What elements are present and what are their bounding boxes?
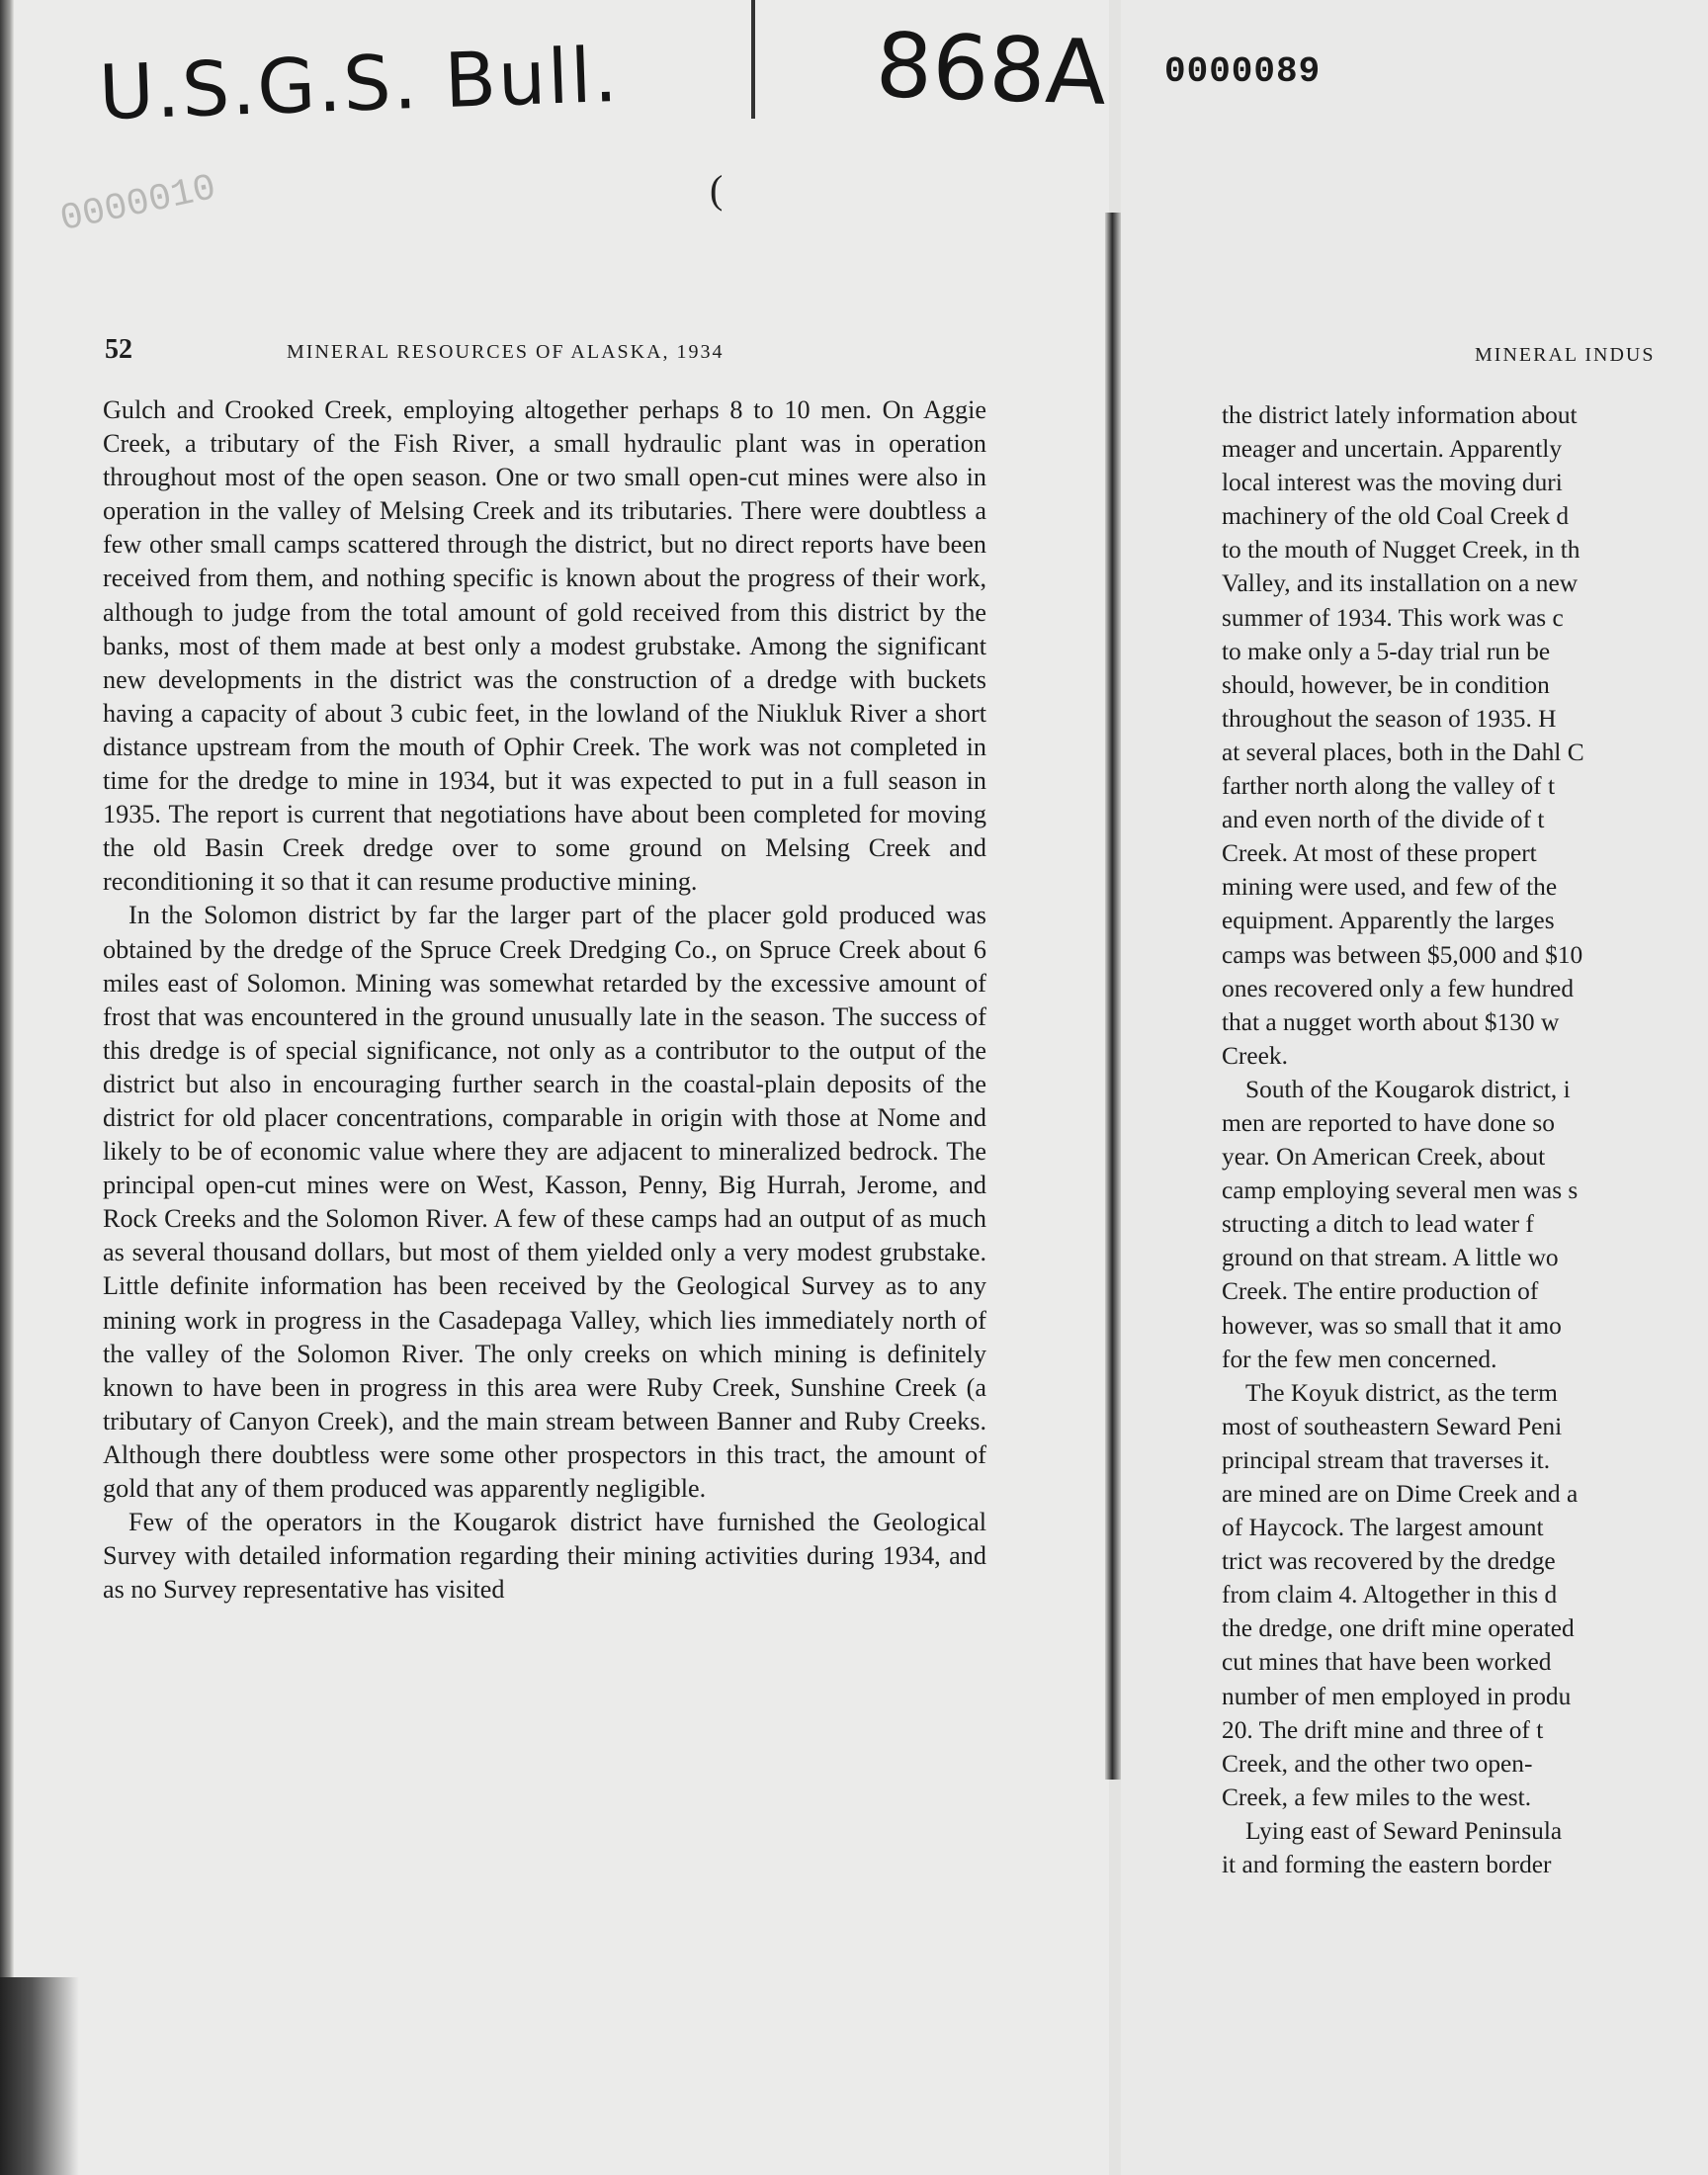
page-number: 52 bbox=[105, 334, 132, 365]
right-line: ground on that stream. A little wo bbox=[1222, 1244, 1559, 1272]
scan-corner-shadow bbox=[0, 1977, 79, 2175]
right-line: that a nugget worth about $130 w bbox=[1222, 1007, 1560, 1036]
right-line: however, was so small that it amo bbox=[1222, 1311, 1562, 1340]
right-line: The Koyuk district, as the term bbox=[1245, 1378, 1558, 1407]
right-line: structing a ditch to lead water f bbox=[1222, 1210, 1534, 1239]
paragraph: Few of the operators in the Kougarok district have furnished the Geological Survey with detailed information regarding their mining activities during 1934, and as no Survey representative has visited bbox=[103, 1508, 986, 1605]
right-line: equipment. Apparently the larges bbox=[1222, 907, 1555, 935]
right-line: are mined are on Dime Creek and a bbox=[1222, 1480, 1579, 1508]
right-line: to the mouth of Nugget Creek, in th bbox=[1222, 536, 1580, 565]
paragraph: Gulch and Crooked Creek, employing altogether perhaps 8 to 10 men. On Aggie Creek, a tributary of the Fish River, a small hydraulic plant was in operation throughout most of the open season. One or two small open-cut mines were also in operation in the valley of Melsing Creek and its tributaries. There were doubtless a few other small camps scattered through the district, but no direct reports have been received from them, and nothing specific is known about the progress of their work, although to judge from the total amount of gold received from this district by the banks, most of them made at best only a modest grubstake. Among the significant new developments in the district was the construction of a dredge with buckets having a capacity of about 3 cubic feet, in the lowland of the Niukluk River a short distance upstream from the mouth of Ophir Creek. The work was not completed in time for the dredge to mine in 1934, but it was expected to put in a full season in 1935. The report is current that negotiations have about been completed for moving the old Basin Creek dredge over to some ground on Melsing Creek and reconditioning it so that it can resume productive mining. bbox=[103, 395, 986, 897]
right-line: ones recovered only a few hundred bbox=[1222, 974, 1575, 1002]
right-line: Creek. At most of these propert bbox=[1222, 839, 1537, 868]
faint-stamp: 0000010 bbox=[56, 166, 220, 242]
right-line: summer of 1934. This work was c bbox=[1222, 603, 1564, 632]
handwritten-title: U.S.G.S. Bull. bbox=[97, 30, 621, 137]
right-line: machinery of the old Coal Creek d bbox=[1222, 502, 1570, 531]
right-line: cut mines that have been worked bbox=[1222, 1648, 1552, 1677]
right-running-head: MINERAL INDUS bbox=[1475, 344, 1656, 366]
stray-mark: ( bbox=[710, 167, 724, 212]
right-line: of Haycock. The largest amount bbox=[1222, 1514, 1544, 1542]
right-line: the district lately information about bbox=[1222, 401, 1578, 429]
right-line: mining were used, and few of the bbox=[1222, 873, 1558, 902]
right-line: Creek, and the other two open- bbox=[1222, 1749, 1533, 1778]
right-line: Lying east of Seward Peninsula bbox=[1245, 1816, 1563, 1845]
right-line: camps was between $5,000 and $10 bbox=[1222, 940, 1583, 969]
right-line: year. On American Creek, about bbox=[1222, 1143, 1546, 1172]
running-head: MINERAL RESOURCES OF ALASKA, 1934 bbox=[287, 341, 725, 363]
right-line: throughout the season of 1935. H bbox=[1222, 704, 1557, 733]
right-line: should, however, be in condition bbox=[1222, 670, 1550, 699]
right-line: the dredge, one drift mine operated bbox=[1222, 1614, 1575, 1643]
right-line: Creek. The entire production of bbox=[1222, 1277, 1539, 1306]
right-line: principal stream that traverses it. bbox=[1222, 1445, 1551, 1474]
right-line: Creek. bbox=[1222, 1041, 1288, 1070]
right-line: local interest was the moving duri bbox=[1222, 469, 1563, 497]
page-gutter bbox=[1105, 213, 1121, 1780]
right-line: camp employing several men was s bbox=[1222, 1176, 1579, 1205]
stamp-number: 0000089 bbox=[1164, 51, 1322, 92]
right-line: for the few men concerned. bbox=[1222, 1345, 1497, 1373]
left-page-body bbox=[103, 393, 986, 1607]
scan-edge-shadow bbox=[0, 0, 14, 2175]
handwritten-divider bbox=[751, 0, 755, 119]
right-line: men are reported to have done so bbox=[1222, 1108, 1555, 1137]
right-line: most of southeastern Seward Peni bbox=[1222, 1412, 1563, 1440]
right-line: meager and uncertain. Apparently bbox=[1222, 435, 1563, 464]
right-line: to make only a 5-day trial run be bbox=[1222, 637, 1551, 665]
paragraph: In the Solomon district by far the larger part of the placer gold produced was obtained by the dredge of the Spruce Creek Dredging Co., on Spruce Creek about 6 miles east of Solomon. Mining was somewhat retarded by the excessive amount of frost that was encountered in the ground unusually late in the season. The success of this dredge is of special significance, not only as a contributor to the output of the district but also in encouraging further search in the coastal-plain deposits of the district for old placer concentrations, comparable in origin with those at Nome and likely to be of economic value where they are adjacent to mineralized bedrock. The principal open-cut mines were on West, Kasson, Penny, Big Hurrah, Jerome, and Rock Creeks and the Solomon River. A few of these camps had an output of as much as several thousand dollars, but most of them yielded only a very modest grubstake. Little definite information has been received by the Geological Survey as to any mining work in progress in the Casadepaga Valley, which lies immediately north of the valley of the Solomon River. The only creeks on which mining is definitely known to have been in progress in this area were Ruby Creek, Sunshine Creek (a tributary of Canyon Creek), and the main stream between Banner and Ruby Creeks. Although there doubtless were some other prospectors in this tract, the amount of gold that any of them produced was apparently negligible. bbox=[103, 901, 986, 1503]
right-line: and even north of the divide of t bbox=[1222, 806, 1545, 834]
right-page-body bbox=[1222, 398, 1708, 1881]
right-line: 20. The drift mine and three of t bbox=[1222, 1715, 1544, 1744]
right-line: Valley, and its installation on a new bbox=[1222, 569, 1579, 598]
right-line: number of men employed in produ bbox=[1222, 1682, 1572, 1710]
right-line: it and forming the eastern border bbox=[1222, 1851, 1552, 1879]
right-line: farther north along the valley of t bbox=[1222, 772, 1556, 801]
right-line: Creek, a few miles to the west. bbox=[1222, 1783, 1532, 1811]
right-line: at several places, both in the Dahl C bbox=[1222, 738, 1584, 766]
right-line: South of the Kougarok district, i bbox=[1245, 1075, 1571, 1103]
handwritten-number: 868A bbox=[874, 13, 1109, 127]
right-line: from claim 4. Altogether in this d bbox=[1222, 1581, 1558, 1610]
right-line: trict was recovered by the dredge bbox=[1222, 1547, 1556, 1576]
right-page bbox=[1121, 0, 1708, 2175]
